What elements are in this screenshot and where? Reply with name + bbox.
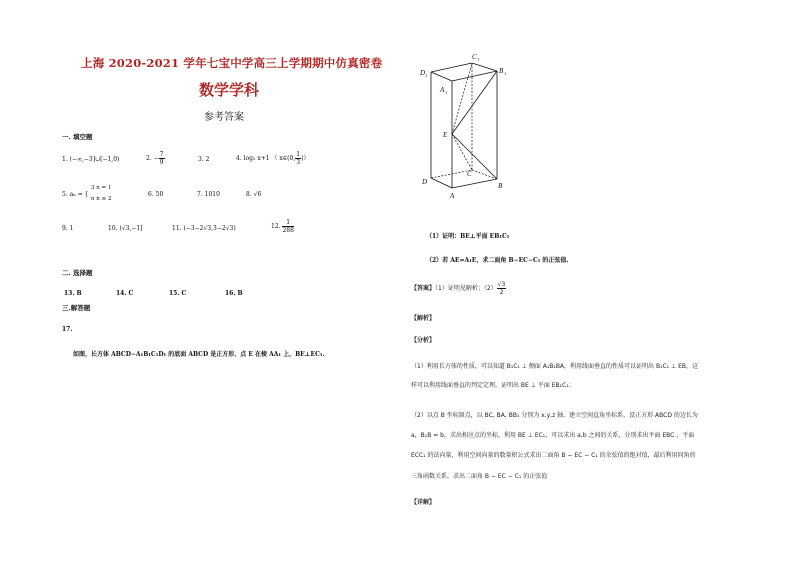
answer-q7: 7. 1010 [197, 191, 220, 198]
label-e: E [443, 131, 448, 139]
section-multiple-choice: 二. 选择题 [62, 269, 93, 277]
question-17-part2: （2）若 AE=A₁E，求二面角 B−EC−C₁ 的正弦值. [426, 257, 569, 264]
svg-text:1: 1 [504, 71, 507, 76]
answer-q5-case1: 3 n = 1 [91, 185, 112, 191]
section-problems: 三.解答题 [62, 304, 91, 312]
svg-text:1: 1 [477, 57, 480, 62]
analysis-part2-line2: a，B₁B = b，求出相应点的坐标，利用 BE ⊥ EC₁，可以求出 a,b 之间的关系，分别求出平面 EBC 、平面 [411, 432, 695, 439]
answer-q3: 3. 2 [198, 156, 210, 163]
section-fill-blank: 一. 填空题 [62, 133, 93, 141]
label-a: A [450, 192, 455, 200]
answer-q4: 4. log₂ x+1 （ x∈(0, $\frac{1}{3}$ )） [236, 151, 310, 166]
question-17-number: 17. [62, 326, 73, 333]
analysis-part1-line2: 样可以利用线面垂直的判定定理，证明出 BE ⊥ 平面 EB₁C₁； [411, 382, 575, 389]
answer-q9: 9. 1 [62, 225, 74, 232]
question-17-text: 如图，长方体 ABCD−A₁B₁C₁D₁ 的底面 ABCD 是正方形，点 E 在棱 AA₁ 上，BE⊥EC₁. [73, 351, 325, 358]
label-c: C [467, 170, 472, 178]
svg-text:1: 1 [445, 90, 448, 95]
label-a1: A [440, 86, 445, 94]
analysis-part1-line1: （1）利用长方体的性质，可以知道 B₁C₁ ⊥ 侧面 A₁B₁BA，利用线面垂直的性质可以证明出 B₁C₁ ⊥ EB，这 [411, 363, 699, 370]
answer-q12: 12. $\frac{1}{288}$ [271, 219, 294, 234]
document-title: 上海 2020-2021 学年七宝中学高三上学期期中仿真密卷 [81, 56, 383, 70]
label-d: D [422, 178, 428, 186]
prism-figure [415, 48, 515, 203]
analysis-heading: 【解析】 [411, 315, 436, 322]
analysis-part2-line4: 三角函数关系，求出二面角 B − EC − C₁ 的正弦值 [411, 473, 548, 480]
answer-key-heading: 参考答案 [204, 112, 244, 123]
answer-q11: 11. (−3−2√3,3−2√3) [172, 225, 236, 232]
svg-text:1: 1 [425, 73, 428, 78]
analysis-part2-line1: （2）以点 B 坐标原点，以 BC, BA, BB₁ 分别为 x,y,z 轴，建立空间直角坐标系，设正方形 ABCD 的边长为 [411, 412, 698, 419]
answer-q5: 5. aₙ = { [62, 191, 89, 198]
question-17-part1: （1）证明：BE⊥平面 EB₁C₁ [426, 233, 510, 240]
subject-title: 数学学科 [199, 81, 260, 99]
answer-q14: 14. C [116, 290, 134, 297]
answer-q1: 1. (−∞,−3]∪[−1,0) [62, 156, 120, 163]
answer-q2: 2. − $\frac{7}{9}$ [146, 151, 164, 166]
label-b: B [498, 182, 503, 190]
answer-q6: 6. 50 [148, 191, 164, 198]
answer-q16: 16. B [225, 290, 243, 297]
fenxi-heading: 【分析】 [411, 337, 436, 344]
detail-heading: 【详解】 [411, 499, 436, 506]
analysis-part2-line3: ECC₁ 的法向量，利用空间向量的数量积公式求出二面角 B − EC − C₁ 的余弦值的绝对值，最后利用同角的 [411, 452, 696, 459]
answer-q10: 10. (√3,−1] [108, 225, 143, 232]
label-d1: D [420, 69, 426, 77]
answer-line: 【答案】（1）证明见解析；（2） $\frac{√3}{2}$ [411, 281, 506, 296]
answer-q13: 13. B [64, 290, 82, 297]
label-b1: B [499, 67, 504, 75]
answer-q8: 8. √6 [246, 191, 262, 198]
answer-q5-case2: n n ≥ 2 [91, 196, 112, 202]
label-c1: C [472, 53, 477, 61]
answer-q15: 15. C [169, 290, 187, 297]
